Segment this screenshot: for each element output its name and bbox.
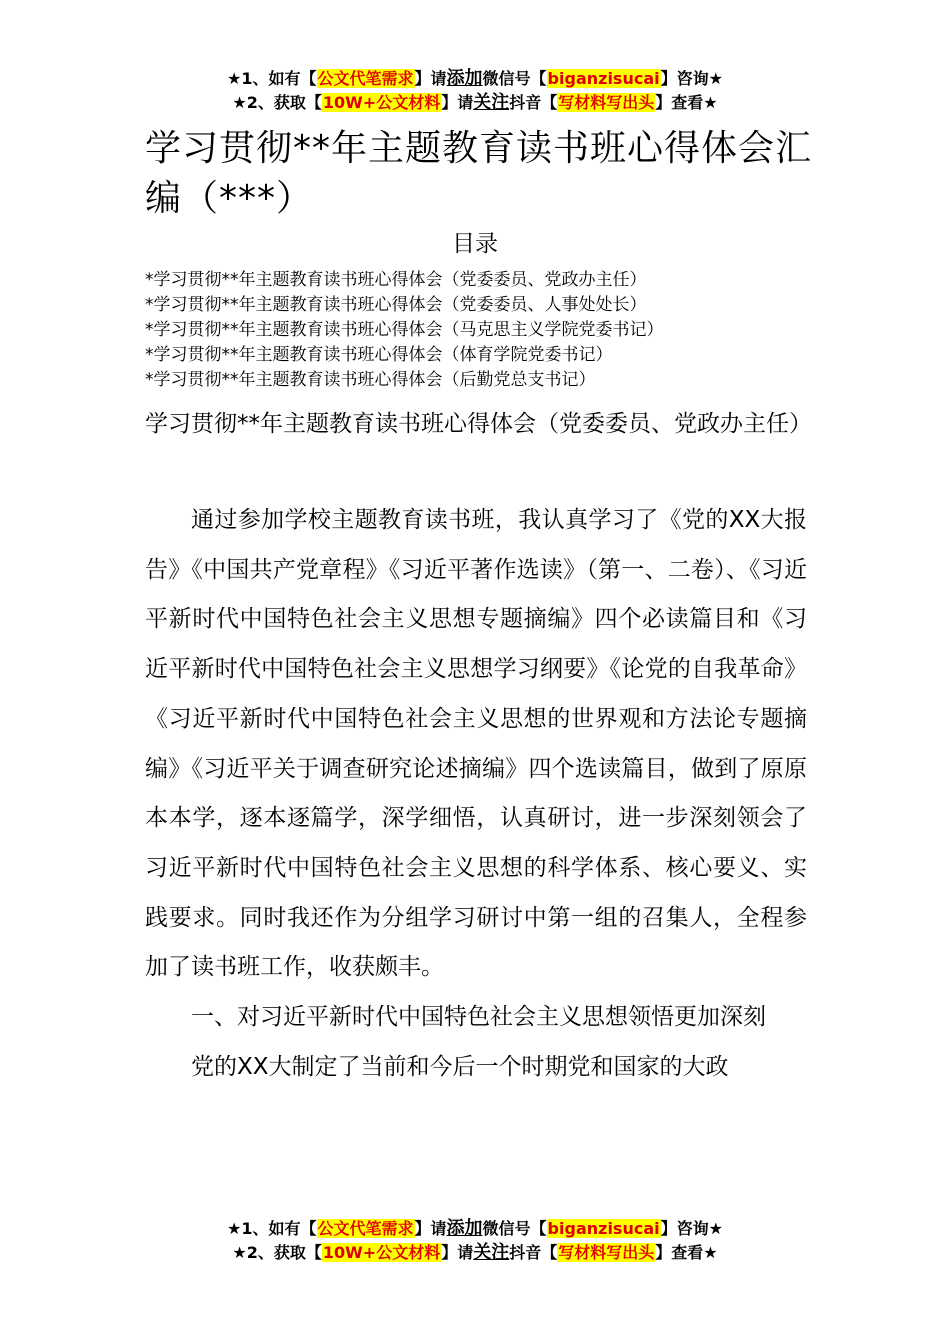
underlined-text: 添加 bbox=[446, 68, 483, 89]
banner-text: 】查看★ bbox=[655, 93, 718, 112]
banner-line-1 bbox=[0, 67, 950, 91]
banner-line-1 bbox=[0, 1217, 950, 1241]
highlight-wechat-id: biganzisucai bbox=[547, 69, 660, 88]
highlight-wechat-id: biganzisucai bbox=[547, 1219, 660, 1238]
highlight-materials-label: 10W+公文材料 bbox=[322, 93, 441, 112]
highlight-douyin-id: 写材料写出头 bbox=[558, 93, 655, 112]
underlined-text: 关注 bbox=[473, 92, 510, 113]
banner-text: 】查看★ bbox=[655, 1243, 718, 1262]
banner-text: 微信号【 bbox=[482, 1219, 547, 1238]
subsection-heading: 一、对习近平新时代中国特色社会主义思想领悟更加深刻 bbox=[191, 1004, 766, 1031]
highlight-service-label: 公文代笔需求 bbox=[317, 69, 414, 88]
banner-text: ★2、获取【 bbox=[232, 93, 322, 112]
banner-text: 】咨询★ bbox=[660, 1219, 723, 1238]
banner-text: 抖音【 bbox=[509, 1243, 558, 1262]
banner-text: ★1、如有【 bbox=[227, 1219, 317, 1238]
toc-item: *学习贯彻**年主题教育读书班心得体会（体育学院党委书记） bbox=[145, 345, 613, 365]
banner-text: 抖音【 bbox=[509, 93, 558, 112]
toc-item: *学习贯彻**年主题教育读书班心得体会（党委委员、党政办主任） bbox=[145, 270, 647, 290]
document-title: 学习贯彻**年主题教育读书班心得体会汇编（***） bbox=[145, 128, 813, 219]
banner-text: 】请 bbox=[441, 1243, 474, 1262]
banner-line-2 bbox=[0, 91, 950, 115]
toc-item: *学习贯彻**年主题教育读书班心得体会（后勤党总支书记） bbox=[145, 370, 596, 390]
table-of-contents bbox=[145, 268, 825, 393]
banner-text: 】请 bbox=[414, 69, 447, 88]
banner-text: ★2、获取【 bbox=[232, 1243, 322, 1262]
banner-text: 】咨询★ bbox=[660, 69, 723, 88]
bottom-banner bbox=[0, 1217, 950, 1265]
toc-item: *学习贯彻**年主题教育读书班心得体会（马克思主义学院党委书记） bbox=[145, 320, 664, 340]
section-heading: 学习贯彻**年主题教育读书班心得体会（党委委员、党政办主任） bbox=[145, 411, 812, 437]
highlight-materials-label: 10W+公文材料 bbox=[322, 1243, 441, 1262]
banner-line-2 bbox=[0, 1241, 950, 1265]
body-paragraph: 党的XX大制定了当前和今后一个时期党和国家的大政 bbox=[191, 1053, 729, 1080]
banner-text: ★1、如有【 bbox=[227, 69, 317, 88]
underlined-text: 关注 bbox=[473, 1242, 510, 1263]
banner-text: 微信号【 bbox=[482, 69, 547, 88]
toc-heading: 目录 bbox=[452, 231, 498, 257]
toc-item: *学习贯彻**年主题教育读书班心得体会（党委委员、人事处处长） bbox=[145, 295, 647, 315]
banner-text: 】请 bbox=[414, 1219, 447, 1238]
banner-text: 】请 bbox=[441, 93, 474, 112]
underlined-text: 添加 bbox=[446, 1218, 483, 1239]
body-text bbox=[145, 496, 807, 1092]
body-paragraph: 通过参加学校主题教育读书班，我认真学习了《党的XX大报告》《中国共产党章程》《习近平著作选读》（第一、二卷）、《习近平新时代中国特色社会主义思想专题摘编》四个必读篇目和《习近平新时代中国特色社会主义思想学习纲要》《论党的自我革命》《习近平新时代中国特色社会主义思想的世界观和方法论专题摘编》《习近平关于调查研究论述摘编》四个选读篇目，做到了原原本本学，逐本逐篇学，深学细悟，认真研讨，进一步深刻领会了习近平新时代中国特色社会主义思想的科学体系、核心要义、实践要求。同时我还作为分组学习研讨中第一组的召集人，全程参加了读书班工作，收获颇丰。 bbox=[145, 507, 807, 981]
highlight-douyin-id: 写材料写出头 bbox=[558, 1243, 655, 1262]
top-banner bbox=[0, 67, 950, 115]
highlight-service-label: 公文代笔需求 bbox=[317, 1219, 414, 1238]
